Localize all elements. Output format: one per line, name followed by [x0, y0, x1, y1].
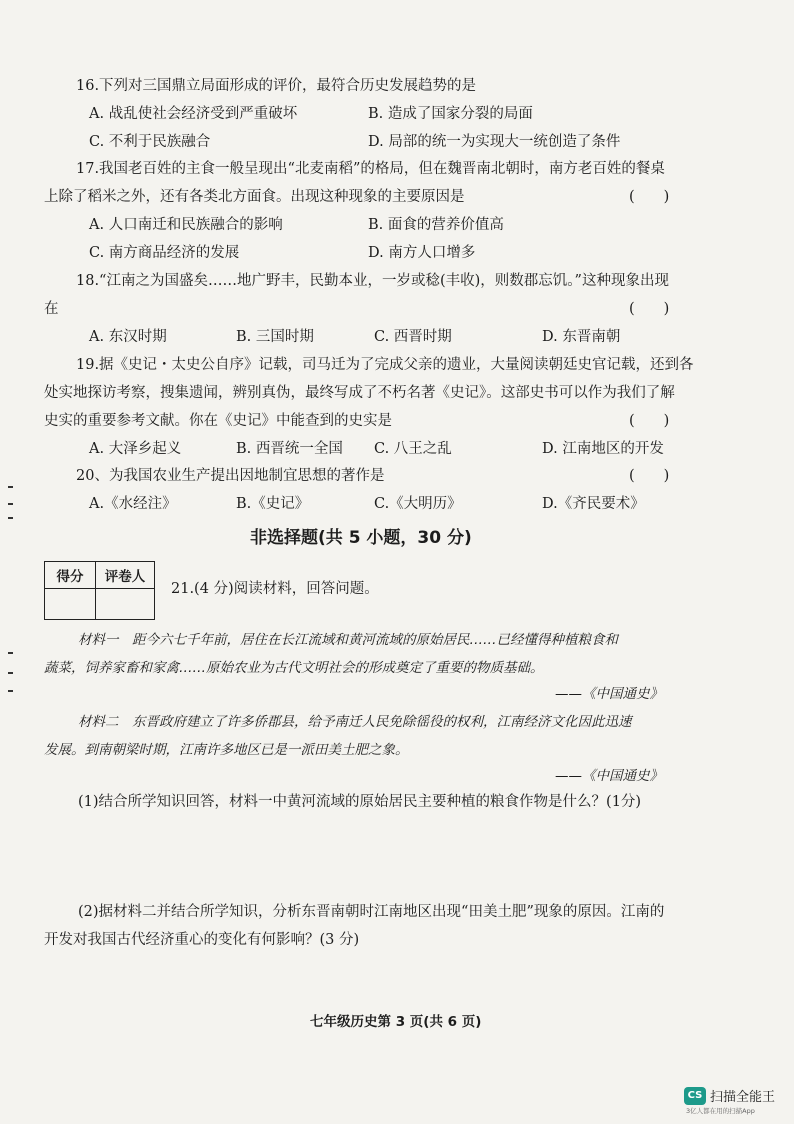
q19-stem-line1: 19.据《史记・太史公自序》记载，司马迁为了完成父亲的遗业，大量阅读朝廷史官记载，还到各 [76, 357, 694, 373]
q19-option-c: C. 八王之乱 [374, 441, 452, 457]
q17-option-c: C. 南方商品经济的发展 [89, 245, 240, 261]
margin-mark [8, 503, 13, 505]
margin-mark [8, 652, 13, 654]
q16-option-c: C. 不利于民族融合 [89, 134, 211, 150]
score-cell[interactable] [45, 589, 96, 620]
q16-option-a: A. 战乱使社会经济受到严重破坏 [89, 106, 298, 122]
q19-option-b: B. 西晋统一全国 [236, 441, 343, 457]
q21-intro: 21.(4 分)阅读材料，回答问题。 [171, 581, 379, 597]
margin-mark [8, 672, 13, 674]
material2-source: ——《中国通史》 [555, 768, 663, 784]
score-table [44, 561, 155, 620]
margin-mark [8, 486, 13, 488]
q18-answer-paren: ( ) [629, 301, 670, 317]
q21-subquestion-1: (1)结合所学知识回答，材料一中黄河流域的原始居民主要种植的粮食作物是什么？(1分) [78, 794, 642, 810]
grader-cell[interactable] [96, 589, 155, 620]
q21-subquestion-2-line1: (2)据材料二并结合所学知识，分析东晋南朝时江南地区出现“田美土肥”现象的原因。江南的 [78, 904, 665, 920]
q19-stem-line2: 处实地探访考察，搜集遗闻，辨别真伪，最终写成了不朽名著《史记》。这部史书可以作为我们了解 [44, 385, 675, 401]
q18-stem-line1: 18.“江南之为国盛矣……地广野丰，民勤本业，一岁或稔(丰收)，则数郡忘饥。”这种现象出现 [76, 273, 669, 289]
q20-option-a: A.《水经注》 [89, 496, 177, 512]
scanner-watermark [684, 1084, 792, 1120]
q20-option-d: D.《齐民要术》 [542, 496, 645, 512]
material2-line1: 材料二 东晋政府建立了许多侨郡县，给予南迁人民免除徭役的权利，江南经济文化因此迅速 [78, 714, 632, 730]
material2-line2: 发展。到南朝梁时期，江南许多地区已是一派田美土肥之象。 [44, 742, 409, 758]
q19-answer-paren: ( ) [629, 413, 670, 429]
q16-option-b: B. 造成了国家分裂的局面 [368, 106, 533, 122]
q18-option-d: D. 东晋南朝 [542, 329, 621, 345]
q18-option-a: A. 东汉时期 [89, 329, 167, 345]
q18-option-c: C. 西晋时期 [374, 329, 452, 345]
scanner-tagline: 3亿人都在用的扫描App [686, 1107, 755, 1115]
q19-stem-line3: 史实的重要参考文献。你在《史记》中能查到的史实是 [44, 413, 392, 429]
q20-option-b: B.《史记》 [236, 496, 310, 512]
material1-source: ——《中国通史》 [555, 686, 663, 702]
q16-stem: 16.下列对三国鼎立局面形成的评价，最符合历史发展趋势的是 [76, 78, 477, 94]
page-footer: 七年级历史第 3 页(共 6 页) [310, 1014, 482, 1030]
section-title: 非选择题(共 5 小题，30 分) [250, 528, 472, 548]
q16-option-d: D. 局部的统一为实现大一统创造了条件 [368, 134, 621, 150]
scanner-logo-icon: CS [684, 1087, 706, 1105]
q18-stem-line2: 在 [44, 301, 59, 317]
material1-line1: 材料一 距今六七千年前，居住在长江流域和黄河流域的原始居民……已经懂得种植粮食和 [78, 632, 618, 648]
material1-line2: 蔬菜，饲养家畜和家禽……原始农业为古代文明社会的形成奠定了重要的物质基础。 [44, 660, 544, 676]
q20-answer-paren: ( ) [629, 468, 670, 484]
q20-option-c: C.《大明历》 [374, 496, 462, 512]
margin-mark [8, 690, 13, 692]
score-header: 得分 [45, 562, 96, 589]
q17-stem-line2: 上除了稻米之外，还有各类北方面食。出现这种现象的主要原因是 [44, 189, 465, 205]
q19-option-d: D. 江南地区的开发 [542, 441, 664, 457]
q20-stem: 20、为我国农业生产提出因地制宜思想的著作是 [76, 468, 385, 484]
margin-mark [8, 517, 13, 519]
q21-subquestion-2-line2: 开发对我国古代经济重心的变化有何影响？(3 分) [44, 932, 360, 948]
q17-option-b: B. 面食的营养价值高 [368, 217, 504, 233]
q19-option-a: A. 大泽乡起义 [89, 441, 182, 457]
q17-option-a: A. 人口南迁和民族融合的影响 [89, 217, 283, 233]
grader-header: 评卷人 [96, 562, 155, 589]
q17-answer-paren: ( ) [629, 189, 670, 205]
q17-stem-line1: 17.我国老百姓的主食一般呈现出“北麦南稻”的格局，但在魏晋南北朝时，南方老百姓的餐桌 [76, 161, 665, 177]
scanner-app-name: 扫描全能王 [710, 1090, 776, 1105]
q18-option-b: B. 三国时期 [236, 329, 314, 345]
q17-option-d: D. 南方人口增多 [368, 245, 476, 261]
